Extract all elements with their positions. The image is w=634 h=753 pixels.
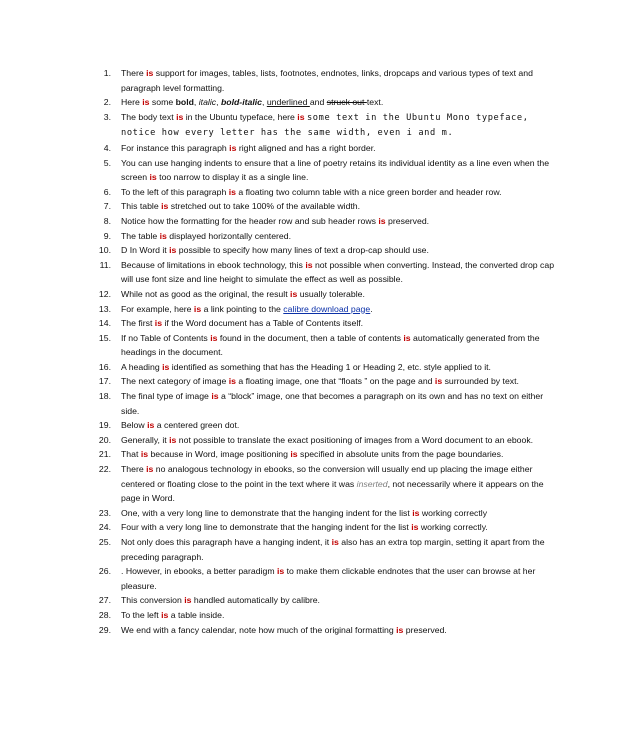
list-item-text: , not necessarily where it appears on the page in Word.	[121, 478, 544, 504]
formatted-text: bold	[175, 97, 194, 108]
list-item	[92, 156, 562, 185]
list-item-number: 23.	[98, 507, 111, 518]
highlighted-word: is	[290, 288, 298, 299]
list-item-text: Four with a very long line to demonstrate that the hanging indent for the list	[121, 522, 412, 533]
list-item-text: For example, here	[121, 303, 194, 314]
highlighted-word: is	[140, 449, 149, 460]
list-item-text: a centered green dot.	[154, 420, 240, 431]
list-item-text: working correctly	[419, 507, 488, 518]
list-item-text: possible to specify how many lines of text a drop-cap should use.	[176, 245, 429, 256]
list-item-number: 19.	[98, 420, 111, 431]
list-item-number: 21.	[98, 449, 111, 460]
list-item-text: D In Word it	[121, 245, 170, 256]
list-item-number: 24.	[98, 522, 111, 533]
list-item-text: no analogous technology in ebooks, so the conversion will usually end up placing the image either centered or floating close to the point in the text where it was	[121, 464, 533, 489]
list-item-text: Because of limitations in ebook technology, this	[121, 259, 306, 270]
list-item-text: We end with a fancy calendar, note how much of the original formatting	[121, 624, 397, 635]
highlighted-word: is	[211, 391, 219, 402]
list-item-number: 15.	[98, 332, 111, 343]
numbered-list	[92, 66, 562, 637]
list-item	[92, 433, 562, 448]
highlighted-word: is	[228, 186, 236, 197]
highlighted-word: is	[412, 507, 420, 518]
list-item-number: 29.	[98, 624, 111, 635]
list-item-text: preserved.	[385, 215, 430, 226]
list-item	[92, 287, 562, 302]
list-item-text: There	[121, 68, 147, 78]
formatted-text: underlined	[266, 97, 310, 108]
highlighted-word: is	[378, 215, 386, 226]
monospace-text: some text in the Ubuntu Mono typeface, notice how every letter has the same width, even i and m.	[121, 112, 529, 139]
list-item-text: to make them clickable endnotes that the user can browse at her pleasure.	[121, 566, 536, 591]
formatted-text: struck out	[326, 97, 367, 108]
list-item-text: not possible to translate the exact positioning of images from a Word document to an ebook.	[176, 434, 534, 445]
list-item-number: 1.	[103, 68, 111, 78]
list-item	[92, 199, 562, 214]
list-item-text: usually tolerable.	[297, 288, 365, 299]
list-item-number: 9.	[103, 230, 111, 241]
list-item	[92, 243, 562, 258]
list-item-number: 14.	[98, 318, 111, 329]
list-item-text: working correctly.	[418, 522, 488, 533]
list-item-text: To the left	[121, 609, 162, 620]
list-item-text: .	[370, 303, 373, 314]
list-item-text: The final type of image	[121, 391, 212, 402]
list-item-text: handled automatically by calibre.	[191, 595, 320, 606]
list-item	[92, 506, 562, 521]
list-item-text: To the left of this paragraph	[121, 186, 229, 197]
list-item-text: text.	[366, 97, 384, 108]
list-item-text: a table inside.	[168, 609, 225, 620]
list-item-number: 5.	[103, 157, 111, 168]
list-item	[92, 316, 562, 331]
list-item-number: 3.	[103, 111, 111, 122]
list-item-number: 17.	[98, 376, 111, 387]
list-item	[92, 331, 562, 360]
list-item-number: 28.	[98, 609, 111, 620]
list-item-text: Generally, it	[121, 434, 170, 445]
list-item	[92, 593, 562, 608]
list-item	[92, 258, 562, 287]
list-item-number: 16.	[98, 361, 111, 372]
list-item-number: 22.	[98, 464, 111, 475]
list-item	[92, 418, 562, 433]
highlighted-word: is	[159, 230, 167, 241]
highlighted-word: is	[161, 201, 169, 212]
list-item-number: 7.	[103, 201, 111, 212]
list-item-text: ,	[262, 97, 267, 108]
calibre-download-link[interactable]: calibre download page	[283, 303, 371, 314]
list-item-text: if the Word document has a Table of Contents itself.	[162, 318, 364, 329]
highlighted-word: is	[297, 111, 305, 122]
highlighted-word: is	[305, 259, 313, 270]
list-item-text: and	[309, 97, 327, 108]
formatted-text: italic	[198, 97, 217, 108]
list-item-text: A heading	[121, 361, 163, 372]
highlighted-word: is	[169, 434, 177, 445]
list-item	[92, 302, 562, 317]
highlighted-word: is	[162, 361, 170, 372]
list-item-text: ,	[216, 97, 221, 108]
list-item-number: 13.	[98, 303, 111, 314]
list-item-text: displayed horizontally centered.	[166, 230, 292, 241]
list-item-text: Not only does this paragraph have a hanging indent, it	[121, 537, 332, 547]
list-item-text: automatically generated from the headings in the document.	[121, 332, 540, 358]
list-item-text: a floating image, one that “floats ” on the page and	[235, 376, 435, 387]
list-item	[92, 360, 562, 375]
list-item-text: Below	[121, 420, 148, 431]
highlighted-word: is	[228, 376, 236, 387]
list-item-number: 6.	[103, 186, 111, 197]
list-item	[92, 141, 562, 156]
list-item-number: 2.	[103, 97, 111, 108]
list-item-number: 26.	[98, 566, 111, 577]
list-item-number: 8.	[103, 215, 111, 226]
list-item	[92, 462, 562, 506]
list-item	[92, 66, 562, 95]
highlighted-word: is	[434, 376, 443, 387]
list-item-text: found in the document, then a table of contents	[217, 332, 404, 343]
highlighted-word: is	[411, 522, 419, 533]
list-item	[92, 535, 562, 564]
list-item-text: stretched out to take 100% of the available width.	[168, 201, 361, 212]
highlighted-word: is	[229, 142, 237, 153]
list-item-text: The next category of image	[121, 376, 229, 387]
highlighted-word: is	[154, 318, 163, 329]
list-item-text: right aligned and has a right border.	[236, 142, 376, 153]
highlighted-word: is	[147, 420, 155, 431]
list-item-number: 12.	[98, 288, 111, 299]
list-item-text: preserved.	[403, 624, 447, 635]
highlighted-word: is	[142, 97, 150, 108]
list-item	[92, 608, 562, 623]
list-item-text: Notice how the formatting for the header row and sub header rows	[121, 215, 379, 226]
list-item-number: 20.	[98, 434, 111, 445]
list-item-text: That	[121, 449, 141, 460]
highlighted-word: is	[169, 245, 177, 256]
list-item	[92, 229, 562, 244]
list-item-text: The first	[121, 318, 155, 329]
highlighted-word: is	[396, 624, 404, 635]
highlighted-word: is	[210, 332, 218, 343]
list-item-number: 11.	[99, 259, 111, 270]
formatted-text: bold-italic	[220, 97, 262, 108]
list-item-text: If no Table of Contents	[121, 332, 211, 343]
list-item-text: a link pointing to the	[201, 303, 284, 314]
list-item-text: For instance this paragraph	[121, 142, 230, 153]
list-item-number: 27.	[98, 595, 111, 606]
highlighted-word: is	[331, 537, 339, 547]
list-item-text: Here	[121, 97, 143, 108]
highlighted-word: is	[146, 68, 154, 78]
list-item-text: The table	[121, 230, 160, 241]
list-item-text: a floating two column table with a nice green border and header row.	[235, 186, 502, 197]
list-item-text: You can use hanging indents to ensure that a line of poetry retains its individual identity as a line even when the screen	[121, 157, 550, 183]
list-item-text: also has an extra top margin, setting it apart from the preceding paragraph.	[121, 537, 545, 562]
list-item-text: While not as good as the original, the result	[121, 288, 291, 299]
highlighted-word: is	[176, 111, 184, 122]
list-item	[92, 95, 562, 110]
highlighted-word: is	[276, 566, 285, 577]
list-item	[92, 110, 562, 141]
list-item-text: too narrow to display it as a single line.	[156, 172, 309, 183]
list-item-number: 25.	[98, 537, 111, 547]
highlighted-word: is	[403, 332, 411, 343]
list-item	[92, 564, 562, 593]
highlighted-word: is	[161, 609, 169, 620]
list-item-text: surrounded by text.	[442, 376, 519, 387]
list-item-text: One, with a very long line to demonstrate that the hanging indent for the list	[121, 507, 413, 518]
highlighted-word: is	[184, 595, 192, 606]
list-item-text: . However, in ebooks, a better paradigm	[121, 566, 277, 577]
list-item	[92, 623, 562, 638]
list-item-number: 10.	[98, 245, 111, 256]
list-item-text: a “block” image, one that becomes a paragraph on its own and has no text on either side.	[121, 391, 544, 416]
list-item-text: specified in absolute units from the page boundaries.	[297, 449, 504, 460]
list-item	[92, 389, 562, 418]
list-item-text: not possible when converting. Instead, the converted drop cap will use font size and line height to simulate the effect as well as possible.	[121, 259, 555, 285]
list-item	[92, 185, 562, 200]
highlighted-word: is	[149, 172, 157, 183]
list-item-text: because in Word, image positioning	[148, 449, 291, 460]
formatted-text: inserted	[356, 478, 388, 489]
highlighted-word: is	[290, 449, 298, 460]
list-item-text: some	[149, 97, 176, 108]
list-item-text: ,	[193, 97, 199, 108]
list-item-text: This conversion	[121, 595, 185, 606]
highlighted-word: is	[146, 464, 154, 475]
list-item-text: The body text	[121, 111, 177, 122]
list-item-text: identified as something that has the Heading 1 or Heading 2, etc. style applied to it.	[169, 361, 491, 372]
list-item-text: This table	[121, 201, 162, 212]
list-item	[92, 214, 562, 229]
list-item-text: support for images, tables, lists, footnotes, endnotes, links, dropcaps and various types of text and paragraph level formatting.	[121, 68, 533, 93]
list-item	[92, 447, 562, 462]
list-item-number: 4.	[103, 142, 111, 153]
list-item-number: 18.	[98, 391, 111, 402]
list-item-text: in the Ubuntu typeface, here	[183, 111, 298, 122]
list-item-text: There	[121, 464, 147, 475]
list-item	[92, 520, 562, 535]
highlighted-word: is	[193, 303, 202, 314]
list-item	[92, 374, 562, 389]
